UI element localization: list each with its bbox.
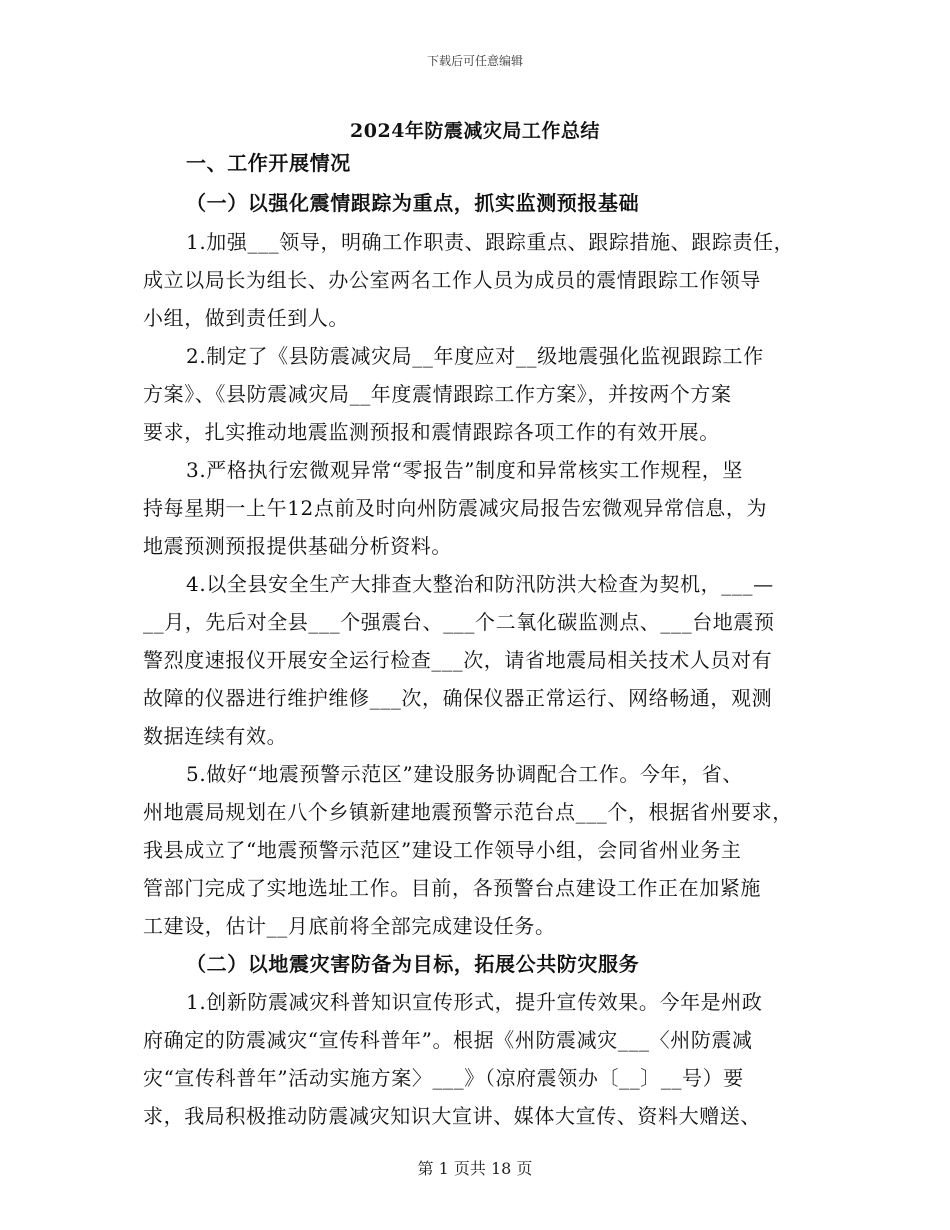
paragraph-1-line-2: 成立以局长为组长、办公室两名工作人员为成员的震情跟踪工作领导 [143, 268, 761, 292]
paragraph-4-line-1: 4.以全县安全生产大排查大整治和防汛防洪大检查为契机，___— [186, 572, 774, 596]
paragraph-5-line-4: 管部门完成了实地选址工作。目前，各预警台点建设工作正在加紧施 [143, 876, 761, 900]
paragraph-6-line-1: 1.创新防震减灾科普知识宣传形式，提升宣传效果。今年是州政 [186, 990, 763, 1014]
paragraph-2-line-2: 方案》、《县防震减灾局__年度震情跟踪工作方案》，并按两个方案 [143, 382, 732, 406]
subsection-heading-2: （二）以地震灾害防备为目标，拓展公共防灾服务 [186, 952, 640, 976]
paragraph-4-line-2: __月，先后对全县___个强震台、___个二氧化碳监测点、___台地震预 [143, 610, 775, 634]
paragraph-4-line-5: 数据连续有效。 [143, 724, 288, 748]
subsection-heading-1: （一）以强化震情跟踪为重点，抓实监测预报基础 [186, 191, 640, 215]
paragraph-5-line-1: 5.做好“地震预警示范区”建设服务协调配合工作。今年，省、 [186, 762, 743, 786]
paragraph-5-line-5: 工建设，估计__月底前将全部完成建设任务。 [143, 914, 556, 938]
paragraph-2-line-3: 要求，扎实推动地震监测预报和震情跟踪各项工作的有效开展。 [143, 420, 720, 444]
paragraph-3-line-1: 3.严格执行宏微观异常“零报告”制度和异常核实工作规程，坚 [186, 458, 743, 482]
paragraph-3-line-3: 地震预测预报提供基础分析资料。 [143, 534, 452, 558]
header-note: 下载后可任意编辑 [426, 54, 523, 68]
paragraph-2-line-1: 2.制定了《县防震减灾局__年度应对__级地震强化监视跟踪工作 [186, 344, 764, 368]
section-heading-1: 一、工作开展情况 [186, 151, 351, 175]
paragraph-5-line-2: 州地震局规划在八个乡镇新建地震预警示范台点___个，根据省州要求， [143, 800, 793, 824]
paragraph-3-line-2: 持每星期一上午12点前及时向州防震减灾局报告宏微观异常信息，为 [143, 496, 768, 520]
paragraph-5-line-3: 我县成立了“地震预警示范区”建设工作领导小组，会同省州业务主 [143, 838, 742, 862]
paragraph-1-line-3: 小组，做到责任到人。 [143, 306, 349, 330]
paragraph-6-line-3: 灾“宣传科普年”活动实施方案〉___》（凉府震领办〔__〕__号）要 [143, 1066, 744, 1090]
page-footer: 第 1 页共 18 页 [417, 1159, 533, 1178]
paragraph-6-line-4: 求，我局积极推动防震减灾知识大宣讲、媒体大宣传、资料大赠送、 [143, 1104, 761, 1128]
paragraph-4-line-4: 故障的仪器进行维护维修___次，确保仪器正常运行、网络畅通，观测 [143, 686, 773, 710]
document-title: 2024年防震减灾局工作总结 [350, 120, 600, 142]
paragraph-4-line-3: 警烈度速报仪开展安全运行检查___次，请省地震局相关技术人员对有 [143, 648, 773, 672]
paragraph-1-line-1: 1.加强___领导，明确工作职责、跟踪重点、跟踪措施、跟踪责任， [186, 230, 795, 254]
paragraph-6-line-2: 府确定的防震减灾“宣传科普年”。根据《州防震减灾___〈州防震减 [143, 1028, 753, 1052]
